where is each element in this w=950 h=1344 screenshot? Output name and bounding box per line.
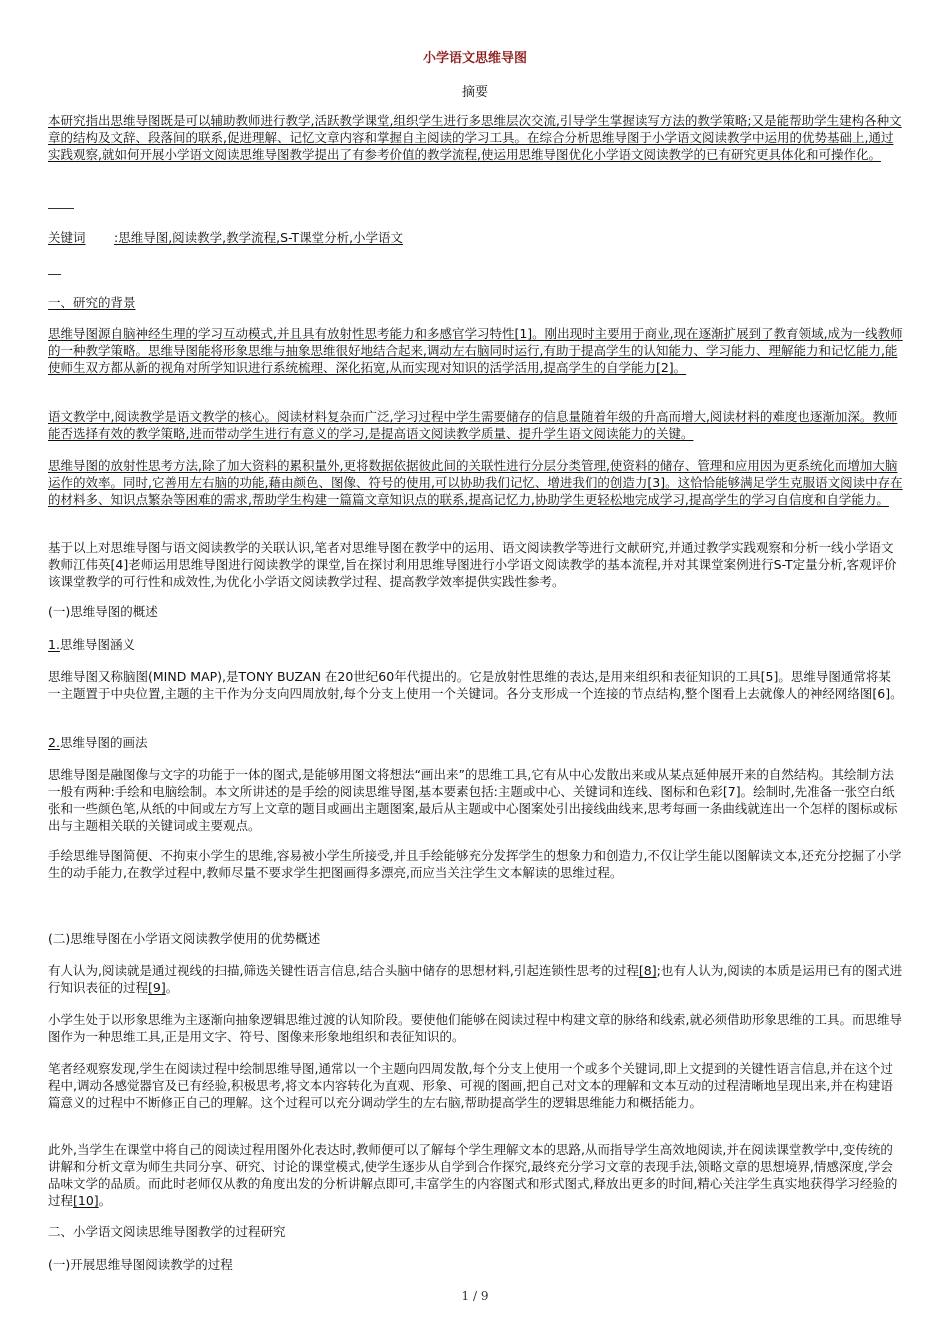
paragraph-classroom-benefits [48,1141,903,1209]
subsection-heading-advantages: (二)思维导图在小学语文阅读教学使用的优势概述 [48,931,321,946]
paragraph-mindmap-origin: 思维导图源自脑神经生理的学习互动模式,并且具有放射性思考能力和多感官学习特性[1]。刚出现时主要用于商业,现在逐渐扩展到了教育领域,成为一线教师的一种教学策略。思维导图能将形象思维与抽象思维很好地结合起来,调动左右脑同时运行,有助于提高学生的认知能力、学习能力、理解能力和记忆能力,能使师生双方都从新的视角对所学知识进行系统梳理、深化拓宽,从而实现对知识的活学活用,提高学生的自学能力[2]。 [48,326,903,375]
abstract-heading: 摘要 [461,85,488,100]
subheading-definition [48,636,903,653]
subheading-number: 1. [48,637,60,652]
text-run: 此外,当学生在课堂中将自己的阅读过程用图外化表达时,教师便可以了解每个学生理解文本的思路,从而指导学生高效地阅读,并在阅读课堂教学中,变传统的讲解和分析文章为师生共同分享、研究、讨论的课堂模式,使学生逐步从自学到合作探究,最终充分学习文章的表现手法,领略文章的思想境界,情感深度,学会品味文学的品质。而此时老师仅从教的角度出发的分析讲解点即可,丰富学生的内容图式和形式图式,释放出更多的时间,精心关注学生真实地获得学习经验的过程 [48,1142,898,1208]
citation-link-8[interactable]: [8] [638,963,657,978]
text-run: 。 [98,1193,112,1208]
paragraph-reading-teaching: 语文教学中,阅读教学是语文教学的核心。阅读材料复杂而广泛,学习过程中学生需要储存的信息量随着年级的升高而增大,阅读材料的难度也逐渐加深。教师能否选择有效的教学策略,进而带动学生进行有意义的学习,是提高语文阅读教学质量、提升学生语文阅读能力的关键。 [48,409,898,441]
separator-line-short [48,274,61,275]
subsection-heading-process: (一)开展思维导图阅读教学的过程 [48,1257,233,1272]
paragraph-pupil-cognition: 小学生处于以形象思维为主逐渐向抽象逻辑思维过渡的认知阶段。要使他们能够在阅读过程中构建文章的脉络和线索,就必须借助形象思维的工具。而思维导图作为一种思维工具,正是用文字、符号、图像来形象地组织和表征知识的。 [48,1012,902,1044]
citation-link-9[interactable]: [9] [148,980,166,995]
paragraph-hand-drawn: 手绘思维导图简便、不拘束小学生的思维,容易被小学生所接受,并且手绘能够充分发挥学生的想象力和创造力,不仅让学生能以图解读文本,还充分挖掘了小学生的动手能力,在教学过程中,教师尽量不要求学生把图画得多漂亮,而应当关注学生文本解读的思维过程。 [48,848,902,880]
abstract-paragraph: 本研究指出思维导图既是可以辅助教师进行教学,活跃教学课堂,组织学生进行多思维层次交流,引导学生掌握读写方法的教学策略;又是能帮助学生建构各种文章的结构及文辞、段落间的联系,促进理解、记忆文章内容和掌握自主阅读的学习工具。在综合分析思维导图于小学语文阅读教学中运用的优势基础上,通过实践观察,就如何开展小学语文阅读思维导图教学提出了有参考价值的教学流程,使运用思维导图优化小学语文阅读教学的已有研究更具体化和可操作化。 [48,113,902,162]
subsection-heading-overview: (一)思维导图的概述 [48,604,158,619]
subheading-text: 思维导图涵义 [59,637,135,652]
text-run: ;也有人认为,阅读的本质是运用已有的图式进行知识表征的过程 [48,963,903,995]
paragraph-definition: 思维导图又称脑图(MIND MAP),是TONY BUZAN 在20世纪60年代提出的。它是放射性思维的表达,是用来组织和表征知识的工具[5]。思维导图通常将某一主题置于中央位置,主题的主干作为分支向四周放射,每个分支上使用一个关键词。各分支形成一个连接的节点结构,整个图看上去就像人的神经网络图[6]。 [48,669,903,701]
paragraph-radial-thinking: 思维导图的放射性思考方法,除了加大资料的累积量外,更将数据依据彼此间的关联性进行分层分类管理,使资料的储存、管理和应用因为更系统化而增加大脑运作的效率。同时,它善用左右脑的功能,藉由颜色、图像、符号的使用,可以协助我们记忆、增进我们的创造力[3]。这恰恰能够满足学生克服语文阅读中存在的材料多、知识点繁杂等困难的需求,帮助学生构建一篇篇文章知识点的联系,提高记忆力,协助学生更轻松地完成学习,提高学生的学习自信度和自学能力。 [48,458,903,507]
citation-link-10[interactable]: [10] [73,1193,99,1208]
subheading-drawing [48,734,903,751]
paragraph-drawing-method: 思维导图是融图像与文字的功能于一体的图式,是能够用图文将想法“画出来”的思维工具,它有从中心发散出来或从某点延伸展开来的自然结构。其绘制方法一般有两种:手绘和电脑绘制。本文所讲述的是手绘的阅读思维导图,基本要素包括:主题或中心、关键词和连线、图标和色彩[7]。绘制时,先准备一张空白纸张和一些颜色笔,从纸的中间或左方写上文章的题目或画出主题图案,最后从主题或中心图案处引出接线曲线来,思考每画一条曲线就连出一个怎样的图标或标出与主题相关联的关键词或主要观点。 [48,767,898,833]
subheading-text: 思维导图的画法 [59,735,148,750]
paragraph-observation: 笔者经观察发现,学生在阅读过程中绘制思维导图,通常以一个主题向四周发散,每个分支上使用一个或多个关键词,即上文提到的关键性语言信息,并在这个过程中,调动各感觉器官及已有经验,积极思考,将文本内容转化为直观、形象、可视的图画,把自己对文本的理解和文本互动的过程清晰地呈现出来,并在构建语篇意义的过程中不断修正自己的理解。这个过程可以充分调动学生的左右脑,帮助提高学生的逻辑思维能力和概括能力。 [48,1061,893,1110]
subheading-number: 2. [48,735,60,750]
document-title: 小学语文思维导图 [422,51,527,66]
keywords-line [48,229,903,246]
keywords-value: :思维导图,阅读教学,教学流程,S-T课堂分析,小学语文 [114,230,404,245]
keywords-label: 关键词 [48,230,86,245]
section-heading-background: 一、研究的背景 [48,295,136,310]
text-run: 。 [165,980,179,995]
paragraph-reading-definition [48,962,903,996]
page-number: 1 / 9 [461,1289,489,1303]
section-heading-process: 二、小学语文阅读思维导图教学的过程研究 [48,1224,286,1239]
text-run: 有人认为,阅读就是通过视线的扫描,筛选关键性语言信息,结合头脑中储存的思想材料,引起连锁性思考的过程 [48,963,639,978]
paragraph-research-basis: 基于以上对思维导图与语文阅读教学的关联认识,笔者对思维导图在教学中的运用、语文阅读教学等进行文献研究,并通过教学实践观察和分析一线小学语文教师江伟英[4]老师运用思维导图进行阅读教学的课堂,旨在探讨利用思维导图进行小学语文阅读教学的基本流程,并对其课堂案例进行S-T定量分析,客观评价该课堂教学的可行性和成效性,为优化小学语文阅读教学过程、提高教学效率提供实践性参考。 [48,540,897,589]
separator-line [48,208,74,209]
